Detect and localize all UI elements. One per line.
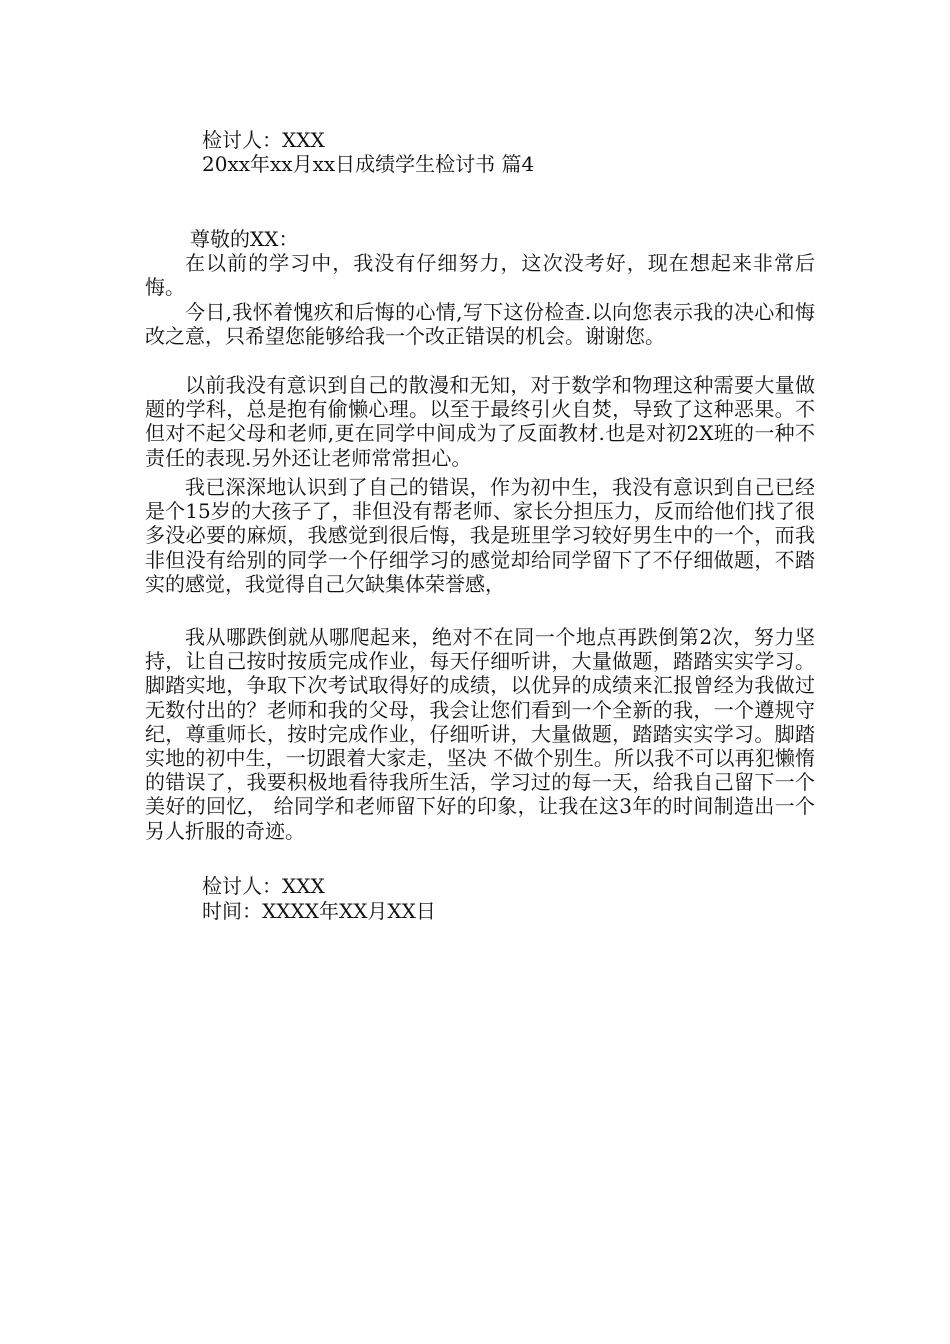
paragraph-1: 在以前的学习中，我没有仔细努力，这次没考好，现在想起来非常后悔。 [145,251,815,300]
document-title: 20xx年xx月xx日成绩学生检讨书 篇4 [202,152,535,176]
salutation: 尊敬的XX： [190,227,299,251]
paragraph-4: 我已深深地认识到了自己的错误，作为初中生，我没有意识到自己已经是个15岁的大孩子了，非但没有帮老师、家长分担压力，反而给他们找了很多没必要的麻烦，我感觉到很后悔，我是班里学习较好男生中的一个，而我非但没有给别的同学一个仔细学习的感觉却给同学留下了不仔细做题，不踏实的感觉，我觉得自己欠缺集体荣誉感， [145,475,815,596]
header-signer: 检讨人：XXX [202,128,325,152]
paragraph-5: 我从哪跌倒就从哪爬起来，绝对不在同一个地点再跌倒第2次，努力坚持，让自己按时按质完成作业，每天仔细听讲，大量做题，踏踏实实学习。脚踏实地，争取下次考试取得好的成绩，以优异的成绩来汇报曾经为我做过无数付出的？老师和我的父母，我会让您们看到一个全新的我，一个遵规守纪，尊重师长，按时完成作业，仔细听讲，大量做题，踏踏实实学习。脚踏实地的初中生，一切跟着大家走，坚决 不做个别生。所以我不可以再犯懒惰的错误了，我要积极地看待我所生活，学习过的每一天，给我自己留下一个美好的回忆， 给同学和老师留下好的印象，让我在这3年的时间制造出一个另人折服的奇迹。 [145,625,815,843]
footer-signer: 检讨人：XXX [202,874,325,898]
paragraph-3: 以前我没有意识到自己的散漫和无知，对于数学和物理这种需要大量做题的学科，总是抱有偷懒心理。以至于最终引火自焚，导致了这种恶果。不但对不起父母和老师,更在同学中间成为了反面教材.也是对初2X班的一种不责任的表现.另外还让老师常常担心。 [145,373,815,470]
footer-date: 时间：XXXX年XX月XX日 [202,899,436,923]
paragraph-2: 今日,我怀着愧疚和后悔的心情,写下这份检查.以向您表示我的决心和悔改之意，只希望您能够给我一个改正错误的机会。谢谢您。 [145,300,815,349]
